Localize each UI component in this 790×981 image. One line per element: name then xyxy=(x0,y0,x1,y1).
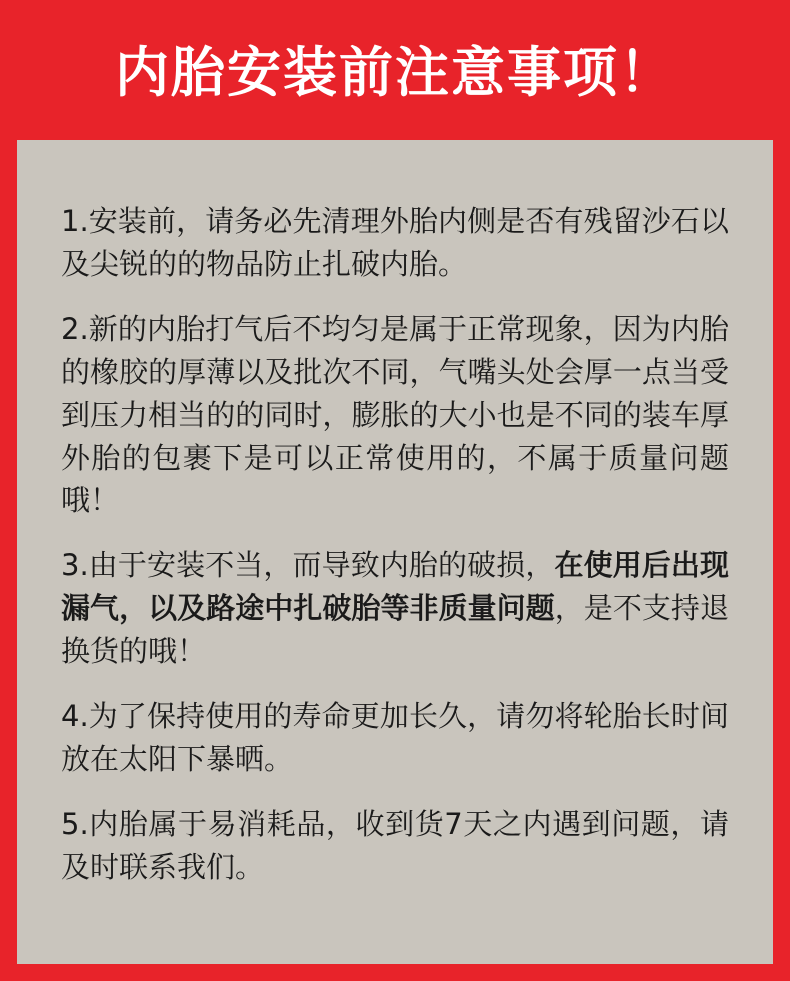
notice-item-3-emphasis: 在使用后出现漏气，以及路途中扎破胎等非质量问题 xyxy=(61,548,729,626)
notice-item-1: 1.安装前，请务必先清理外胎内侧是否有残留沙石以及尖锐的的物品防止扎破内胎。 xyxy=(61,204,729,281)
poster-title-bar xyxy=(0,0,790,140)
page-title: 内胎安装前注意事项！ xyxy=(115,41,675,105)
notice-item-4: 4.为了保持使用的寿命更加长久，请勿将轮胎长时间放在太阳下暴晒。 xyxy=(61,699,729,776)
notice-item-3-tail: ，是不支持退换货的哦！ xyxy=(61,591,729,669)
notice-content-panel xyxy=(17,140,773,964)
notice-item-2: 2.新的内胎打气后不均匀是属于正常现象，因为内胎的橡胶的厚薄以及批次不同，气嘴头处会厚一点当受到压力相当的的同时，膨胀的大小也是不同的装车厚外胎的包裹下是可以正常使用的，不属于质量问题哦！ xyxy=(61,311,729,518)
notice-item-5: 5.内胎属于易消耗品，收到货7天之内遇到问题，请及时联系我们。 xyxy=(61,806,729,884)
notice-item-3-lead: 3.由于安装不当，而导致内胎的破损， xyxy=(61,548,555,583)
notice-item-3 xyxy=(61,544,729,673)
